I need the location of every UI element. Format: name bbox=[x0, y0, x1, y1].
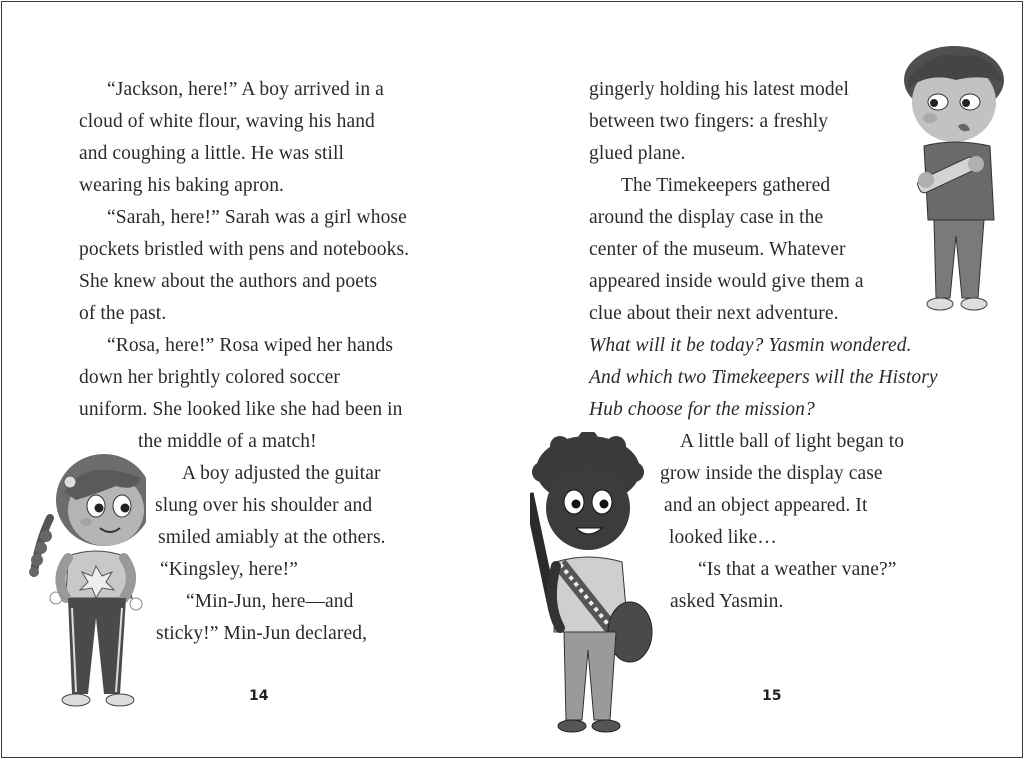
text-line: around the display case in the bbox=[589, 207, 824, 228]
text-line: A little ball of light began to bbox=[680, 431, 905, 452]
text-line: looked like… bbox=[669, 527, 777, 548]
text-line: “Is that a weather vane?” bbox=[698, 559, 897, 580]
text-line: the middle of a match! bbox=[138, 431, 317, 452]
left-page bbox=[2, 2, 514, 757]
text-line: pockets bristled with pens and notebooks. bbox=[79, 239, 410, 260]
right-page bbox=[514, 2, 1024, 757]
text-line: A boy adjusted the guitar bbox=[182, 463, 381, 484]
text-line: “Min-Jun, here—and bbox=[186, 591, 354, 612]
text-line: grow inside the display case bbox=[660, 463, 883, 484]
boy-with-model-plane-illustration bbox=[900, 40, 1006, 316]
text-line: gingerly holding his latest model bbox=[589, 79, 850, 100]
text-line: smiled amiably at the others. bbox=[158, 527, 386, 548]
text-line: of the past. bbox=[79, 303, 167, 324]
text-line: wearing his baking apron. bbox=[79, 175, 285, 196]
text-line: “Sarah, here!” Sarah was a girl whose bbox=[107, 207, 407, 228]
text-line: uniform. She looked like she had been in bbox=[79, 399, 403, 420]
text-line: appeared inside would give them a bbox=[589, 271, 864, 292]
text-line: “Kingsley, here!” bbox=[160, 559, 298, 580]
text-line: center of the museum. Whatever bbox=[589, 239, 846, 260]
text-line: cloud of white flour, waving his hand bbox=[79, 111, 375, 132]
text-line: What will it be today? Yasmin wondered. bbox=[589, 335, 912, 356]
text-line: and coughing a little. He was still bbox=[79, 143, 345, 164]
text-line: clue about their next adventure. bbox=[589, 303, 839, 324]
text-line: down her brightly colored soccer bbox=[79, 367, 340, 388]
text-line: sticky!” Min-Jun declared, bbox=[156, 623, 368, 644]
boy-with-guitar-illustration bbox=[530, 432, 660, 738]
text-line: The Timekeepers gathered bbox=[621, 175, 831, 196]
text-line: She knew about the authors and poets bbox=[79, 271, 378, 292]
text-line: slung over his shoulder and bbox=[155, 495, 373, 516]
girl-soccer-player-illustration bbox=[16, 448, 146, 714]
book-spread bbox=[1, 1, 1023, 758]
text-line: “Jackson, here!” A boy arrived in a bbox=[107, 79, 384, 100]
text-line: and an object appeared. It bbox=[664, 495, 868, 516]
text-line: between two fingers: a freshly bbox=[589, 111, 829, 132]
text-line: And which two Timekeepers will the History bbox=[589, 367, 938, 388]
page-number: 15 bbox=[762, 688, 782, 704]
text-line: asked Yasmin. bbox=[670, 591, 784, 612]
text-line: Hub choose for the mission? bbox=[589, 399, 815, 420]
text-line: glued plane. bbox=[589, 143, 686, 164]
text-line: “Rosa, here!” Rosa wiped her hands bbox=[107, 335, 394, 356]
page-number: 14 bbox=[249, 688, 269, 704]
